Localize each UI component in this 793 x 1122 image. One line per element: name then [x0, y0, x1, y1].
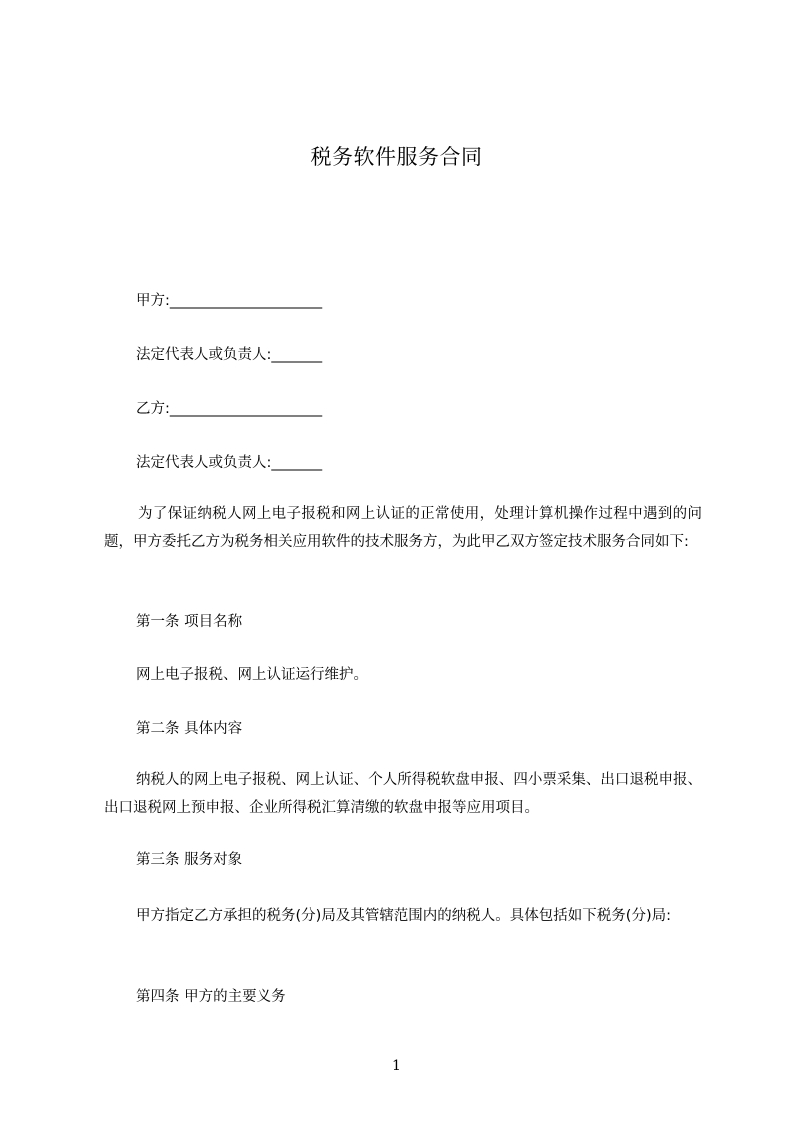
article-2-heading: 第二条 具体内容 [136, 721, 243, 737]
article-2-body: 纳税人的网上电子报税、网上认证、个人所得税软盘申报、四小票采集、出口退税申报、出口退税网上预申报、企业所得税汇算清缴的软盘申报等应用项目。 [104, 772, 702, 816]
party-b-representative-field: 法定代表人或负责人:_______ [136, 455, 323, 471]
article-3-body: 甲方指定乙方承担的税务(分)局及其管辖范围内的纳税人。具体包括如下税务(分)局: [136, 908, 672, 924]
party-a-representative-field: 法定代表人或负责人:_______ [136, 347, 323, 363]
article-1-heading: 第一条 项目名称 [136, 614, 243, 630]
article-4-heading: 第四条 甲方的主要义务 [136, 989, 286, 1005]
article-1-body: 网上电子报税、网上认证运行维护。 [136, 667, 368, 683]
article-3-heading: 第三条 服务对象 [136, 852, 243, 868]
party-b-field: 乙方:_____________________ [136, 401, 323, 417]
page-number: 1 [392, 1058, 401, 1074]
intro-paragraph: 为了保证纳税人网上电子报税和网上认证的正常使用，处理计算机操作过程中遇到的问题，甲方委托乙方为税务相关应用软件的技术服务方，为此甲乙双方签定技术服务合同如下: [104, 506, 702, 550]
document-title: 税务软件服务合同 [310, 145, 483, 169]
party-a-field: 甲方:_____________________ [136, 293, 323, 309]
